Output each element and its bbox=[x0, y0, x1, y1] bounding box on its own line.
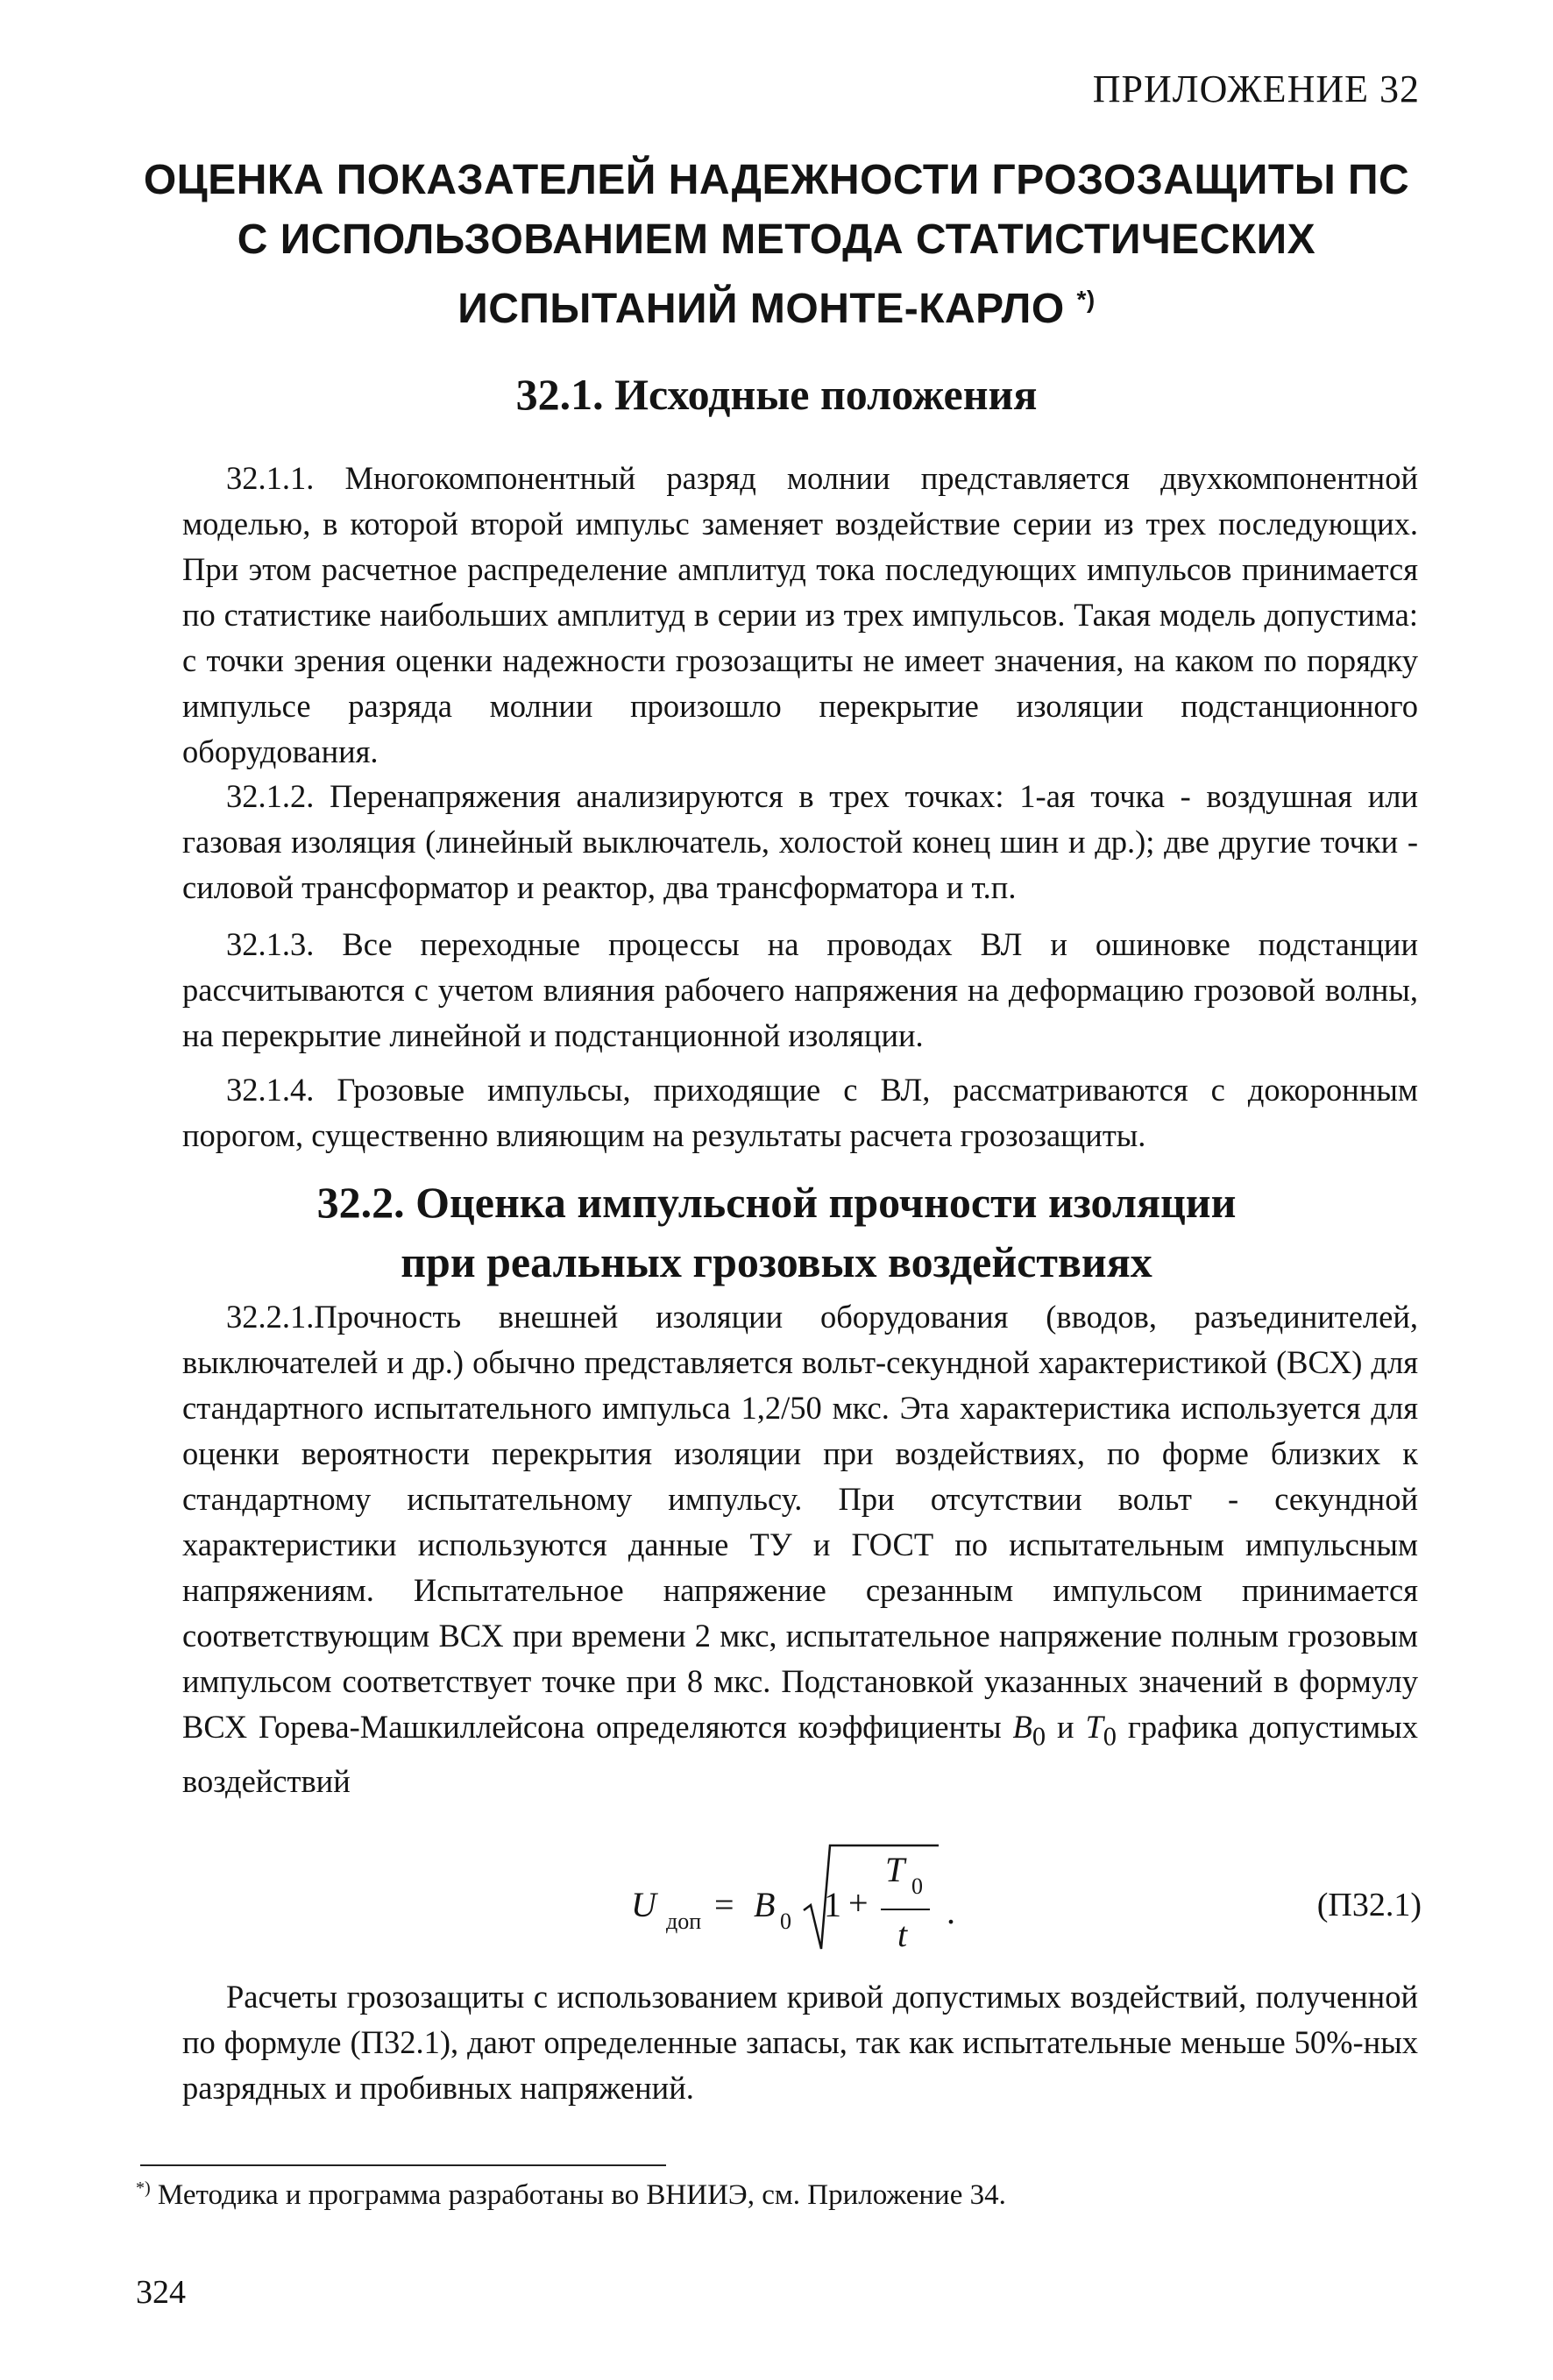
title-line-3: ИСПЫТАНИЙ МОНТЕ-КАРЛО bbox=[457, 286, 1065, 332]
coef-b-sub: 0 bbox=[1032, 1721, 1046, 1752]
formula-coef-b-subscript: 0 bbox=[780, 1909, 791, 1934]
paragraph-32-2-1-end: графика допустимых воздействий bbox=[182, 1709, 1419, 1800]
formula-plus: + bbox=[848, 1883, 869, 1923]
paragraph-32-1-3: 32.1.3. Все переходные процессы на проводах ВЛ и ошиновке подстанции рассчитываются с учетом влияния рабочего напряжения на деформацию грозовой волны, на перекрытие линейной и подстанционной изоляции. bbox=[182, 926, 1418, 1053]
section-heading-32-1: 32.1. Исходные положения bbox=[515, 370, 1038, 419]
formula-denominator: t bbox=[897, 1915, 908, 1954]
appendix-label: ПРИЛОЖЕНИЕ 32 bbox=[1092, 67, 1420, 110]
formula-coef-b: B bbox=[754, 1885, 776, 1924]
footnote-text: Методика и программа разработаны во ВНИИЭ, см. Приложение 34. bbox=[157, 2179, 1006, 2211]
formula-lhs: U bbox=[631, 1885, 656, 1924]
formula-lhs-subscript: доп bbox=[666, 1909, 702, 1934]
paragraph-32-1-4: 32.1.4. Грозовые импульсы, приходящие с ВЛ, рассматриваются с докоронным порогом, существенно влияющим на результаты расчета грозозащиты. bbox=[182, 1072, 1418, 1153]
paragraph-32-2-1 bbox=[182, 1294, 1418, 1804]
formula-end-dot: . bbox=[947, 1892, 955, 1931]
formula-numerator: T bbox=[885, 1850, 905, 1889]
title-footnote-mark: *) bbox=[1076, 286, 1096, 313]
document-title bbox=[131, 151, 1422, 339]
formula-p32-1 bbox=[613, 1840, 982, 1954]
section-heading-32-2 bbox=[131, 1172, 1422, 1292]
conjunction: и bbox=[1056, 1709, 1074, 1745]
page-number: 324 bbox=[136, 2274, 186, 2311]
footnote-mark: *) bbox=[136, 2178, 151, 2198]
section-heading-32-2-line-2: при реальных грозовых воздействиях bbox=[401, 1237, 1152, 1286]
paragraph-32-1-1: 32.1.1. Многокомпонентный разряд молнии представляется двухкомпонентной моделью, в которой второй импульс заменяет воздействие серии из трех последующих. При этом расчетное распределение амплитуд тока последующих импульсов принимается по статистике наибольших амплитуд в серии из трех импульсов. Такая модель допустима: с точки зрения оценки надежности грозозащиты не имеет значения, на каком по порядку импульсе разряда молнии произошло перекрытие изоляции подстанционного оборудования. bbox=[182, 460, 1418, 769]
title-line-1: ОЦЕНКА ПОКАЗАТЕЛЕЙ НАДЕЖНОСТИ ГРОЗОЗАЩИТЫ ПС bbox=[143, 157, 1410, 203]
title-line-2: С ИСПОЛЬЗОВАНИЕМ МЕТОДА СТАТИСТИЧЕСКИХ bbox=[237, 216, 1316, 263]
paragraph-32-2-1-text: 32.2.1.Прочность внешней изоляции оборудования (вводов, разъединителей, выключателей и др.) обычно представляется вольт-секундной характеристикой (ВСХ) для стандартного испытательного импульса 1,2/50 мкс. Эта характеристика используется для оценки вероятности перекрытия изоляции при воздействиях, по форме близких к стандартному испытательному импульсу. При отсутствии вольт - секундной характеристики используются данные ТУ и ГОСТ по испытательным импульсным напряжениям. Испытательное напряжение срезанным импульсом принимается соответствующим ВСХ при времени 2 мкс, испытательное напряжение полным грозовым импульсом соответствует точке при 8 мкс. Подстановкой указанных значений в формулу ВСХ Горева-Машкиллейсона определяются коэффициенты bbox=[182, 1299, 1418, 1745]
paragraph-after-formula: Расчеты грозозащиты с использованием кривой допустимых воздействий, полученной по формуле (П32.1), дают определенные запасы, так как испытательные меньше 50%-ных разрядных и пробивных напряжений. bbox=[182, 1979, 1418, 2106]
coef-t-sub: 0 bbox=[1103, 1721, 1117, 1752]
footnote-divider bbox=[140, 2164, 666, 2166]
footnote bbox=[136, 2178, 1006, 2212]
formula-number: (П32.1) bbox=[1316, 1887, 1422, 1923]
section-heading-32-2-line-1: 32.2. Оценка импульсной прочности изоляции bbox=[316, 1178, 1237, 1227]
fraction-bar bbox=[881, 1909, 930, 1910]
formula-equals: = bbox=[714, 1885, 734, 1924]
coef-t: T bbox=[1085, 1709, 1103, 1745]
paragraph-32-1-2: 32.1.2. Перенапряжения анализируются в трех точках: 1-ая точка - воздушная или газовая изоляция (линейный выключатель, холостой конец шин и др.); две другие точки - силовой трансформатор и реактор, два трансформатора и т.п. bbox=[182, 778, 1418, 905]
formula-one: 1 bbox=[824, 1885, 841, 1924]
coef-b: B bbox=[1012, 1709, 1032, 1745]
formula-numerator-subscript: 0 bbox=[911, 1874, 923, 1899]
